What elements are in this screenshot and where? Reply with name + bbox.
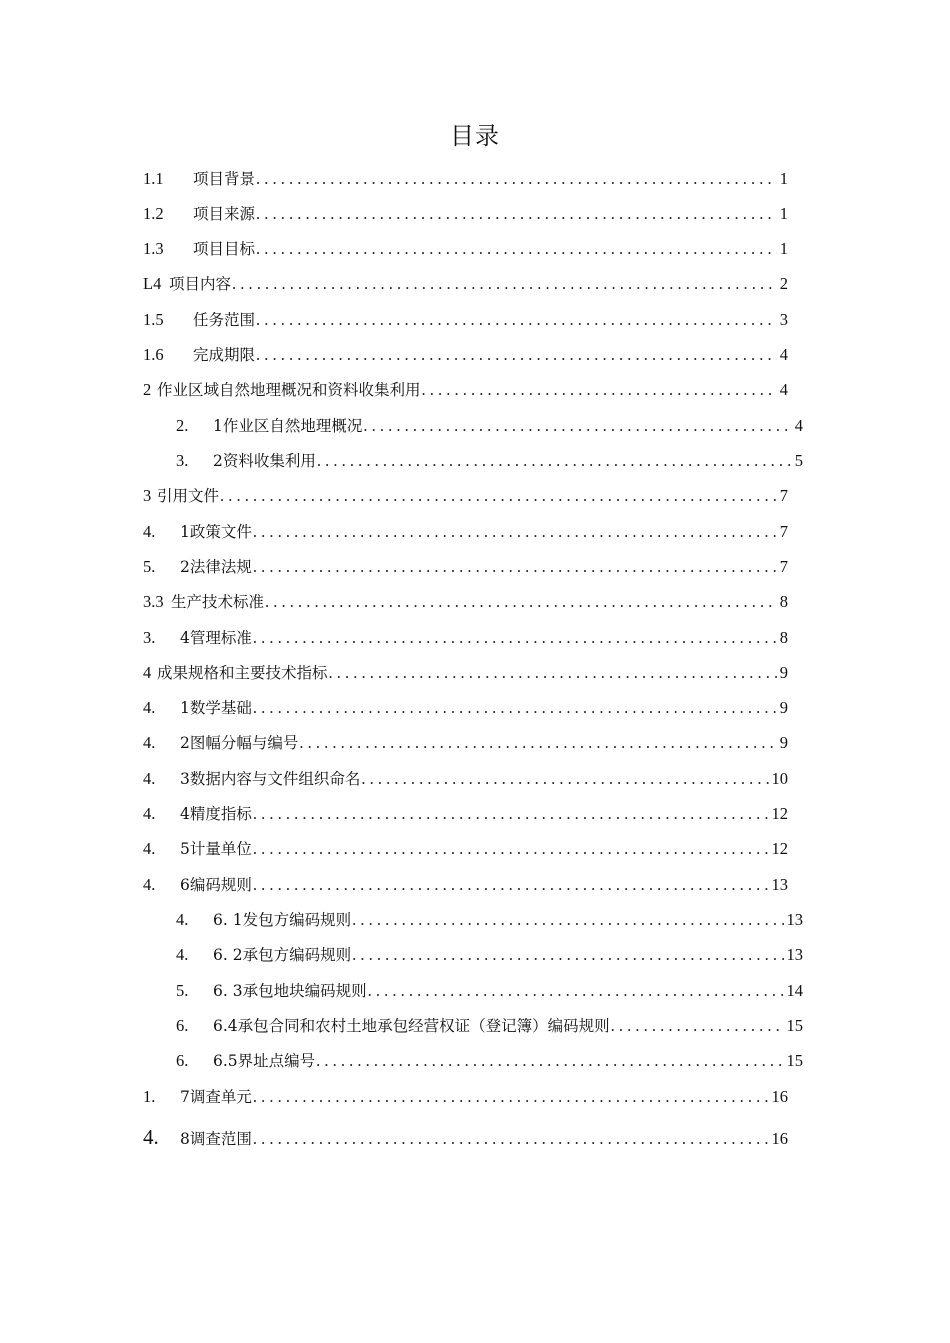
toc-entry-title: 6编码规则 [180,876,252,894]
dot-leader [253,556,777,578]
dot-leader [232,273,777,295]
toc-entry[interactable] [143,662,788,684]
dot-leader [256,203,777,225]
dot-leader [352,909,783,931]
toc-entry-number: 1.1 [143,169,164,188]
toc-entry-page-number: 1 [779,169,788,188]
toc-entry[interactable] [176,980,803,1002]
dot-leader [253,874,769,896]
toc-entry[interactable] [143,309,788,331]
toc-entry[interactable] [143,556,788,578]
toc-entry-title: 6. 2承包方编码规则 [213,946,352,964]
toc-entry-number: 1.2 [143,204,164,223]
toc-entry[interactable] [176,944,803,966]
toc-entry[interactable] [143,273,788,295]
toc-entry-title: 任务范围 [193,311,256,329]
toc-entry-page-number: 1 [779,204,788,223]
toc-entry-title: 作业区域自然地理概况和资料收集利用 [157,381,421,399]
toc-entry-page-number: 3 [779,310,788,329]
toc-entry-page-number: 13 [771,875,788,894]
toc-entry-number: 6. [176,1016,189,1035]
toc-entry-title: 2资料收集利用 [213,452,316,470]
toc-entry[interactable] [176,1015,803,1037]
toc-entry-number: 4. [143,733,156,752]
toc-entry-title: 项目内容 [169,275,232,293]
toc-entry[interactable] [143,838,788,860]
toc-entry-page-number: 8 [779,628,788,647]
toc-entry-page-number: 10 [771,769,788,788]
dot-leader [256,238,777,260]
dot-leader [253,1086,769,1108]
toc-entry-number: L4 [143,274,162,293]
toc-entry[interactable] [176,450,803,472]
toc-entry-title: 1政策文件 [180,523,252,541]
toc-entry-number: 4. [176,910,189,929]
toc-entry-title: 1作业区自然地理概况 [213,417,363,435]
toc-entry-number: 4 [143,663,152,682]
toc-entry-page-number: 12 [771,804,788,823]
dot-leader [329,662,777,684]
toc-entry-title: 完成期限 [193,346,256,364]
dot-leader [253,697,777,719]
toc-entry[interactable] [143,1126,788,1148]
toc-entry-number: 3. [176,451,189,470]
dot-leader [316,1050,783,1072]
toc-entry-title: 生产技术标准 [171,593,265,611]
toc-entry-page-number: 7 [779,486,788,505]
toc-entry-title: 4管理标准 [180,629,252,647]
toc-entry-number: 1.6 [143,345,164,364]
toc-entry[interactable] [143,591,788,613]
toc-entry[interactable] [143,697,788,719]
toc-entry-title: 1数学基础 [180,699,252,717]
toc-entry-number: 5. [176,981,189,1000]
toc-entry-page-number: 2 [779,274,788,293]
toc-entry-title: 5计量单位 [180,840,252,858]
toc-entry[interactable] [176,1050,803,1072]
toc-entry-number: 4. [143,875,156,894]
dot-leader [368,980,784,1002]
toc-entry-number: 3. [143,628,156,647]
dot-leader [253,1128,769,1150]
toc-entry[interactable] [143,168,788,190]
toc-entry-number: 4. [143,698,156,717]
toc-entry-number: 4. [143,1125,159,1149]
toc-entry-number: 4. [176,945,189,964]
toc-entry[interactable] [176,415,803,437]
toc-entry-number: 4. [143,839,156,858]
toc-entry-number: 6. [176,1051,189,1070]
toc-entry-title: 6. 3承包地块编码规则 [213,982,367,1000]
toc-entry-title: 项目背景 [193,170,256,188]
toc-entry-page-number: 15 [786,1016,803,1035]
toc-entry-title: 项目来源 [193,205,256,223]
toc-entry-page-number: 13 [786,910,803,929]
dot-leader [253,521,777,543]
toc-entry[interactable] [143,379,788,401]
toc-entry[interactable] [143,803,788,825]
toc-entry[interactable] [143,521,788,543]
toc-entry[interactable] [143,874,788,896]
toc-entry-title: 8调查范围 [180,1130,252,1148]
toc-entry-number: 1. [143,1087,156,1106]
toc-entry-page-number: 13 [786,945,803,964]
toc-entry[interactable] [176,909,803,931]
toc-entry-page-number: 5 [794,451,803,470]
toc-entry[interactable] [143,627,788,649]
toc-entry-page-number: 9 [779,733,788,752]
toc-entry-number: 4. [143,769,156,788]
toc-entry-page-number: 16 [771,1129,788,1148]
toc-entry-page-number: 14 [786,981,803,1000]
toc-entry[interactable] [143,485,788,507]
dot-leader [317,450,792,472]
dot-leader [256,168,777,190]
toc-entry-page-number: 4 [794,416,803,435]
toc-entry-page-number: 1 [779,239,788,258]
toc-entry[interactable] [143,344,788,366]
toc-entry-number: 3.3 [143,592,164,611]
toc-entry[interactable] [143,203,788,225]
toc-entry-number: 2 [143,380,152,399]
toc-entry-page-number: 4 [779,380,788,399]
toc-entry-page-number: 9 [779,698,788,717]
dot-leader [422,379,777,401]
toc-entry-title: 项目目标 [193,240,256,258]
dot-leader [352,944,783,966]
dot-leader [253,803,769,825]
toc-entry-title: 7调查单元 [180,1088,252,1106]
toc-entry-number: 5. [143,557,156,576]
toc-entry-number: 4. [143,522,156,541]
dot-leader [256,309,777,331]
toc-entry-title: 2法律法规 [180,558,252,576]
dot-leader [361,768,768,790]
toc-entry-page-number: 9 [779,663,788,682]
page-title: 目录 [450,122,500,150]
dot-leader [611,1015,784,1037]
toc-entry-number: 4. [143,804,156,823]
dot-leader [253,627,777,649]
toc-entry-title: 3数据内容与文件组织命名 [180,770,361,788]
toc-entry-page-number: 12 [771,839,788,858]
toc-entry-page-number: 4 [779,345,788,364]
toc-entry-number: 3 [143,486,152,505]
toc-entry-page-number: 15 [786,1051,803,1070]
toc-entry-title: 2图幅分幅与编号 [180,734,299,752]
toc-entry-title: 6.4承包合同和农村土地承包经营权证（登记簿）编码规则 [213,1017,610,1035]
dot-leader [220,485,777,507]
toc-entry-number: 2. [176,416,189,435]
dot-leader [253,838,769,860]
dot-leader [299,732,776,754]
toc-entry-number: 1.5 [143,310,164,329]
dot-leader [256,344,777,366]
toc-entry[interactable] [143,732,788,754]
toc-entry[interactable] [143,238,788,260]
toc-entry-number: 1.3 [143,239,164,258]
toc-entry-page-number: 16 [771,1087,788,1106]
toc-entry-title: 成果规格和主要技术指标 [157,664,328,682]
toc-entry-title: 6. 1发包方编码规则 [213,911,352,929]
toc-entry[interactable] [143,768,788,790]
toc-entry-page-number: 7 [779,522,788,541]
toc-entry-page-number: 7 [779,557,788,576]
toc-entry-title: 4精度指标 [180,805,252,823]
toc-entry-title: 引用文件 [157,487,220,505]
dot-leader [265,591,777,613]
toc-entry[interactable] [143,1086,788,1108]
dot-leader [363,415,791,437]
toc-entry-page-number: 8 [779,592,788,611]
toc-entry-title: 6.5界址点编号 [213,1052,316,1070]
